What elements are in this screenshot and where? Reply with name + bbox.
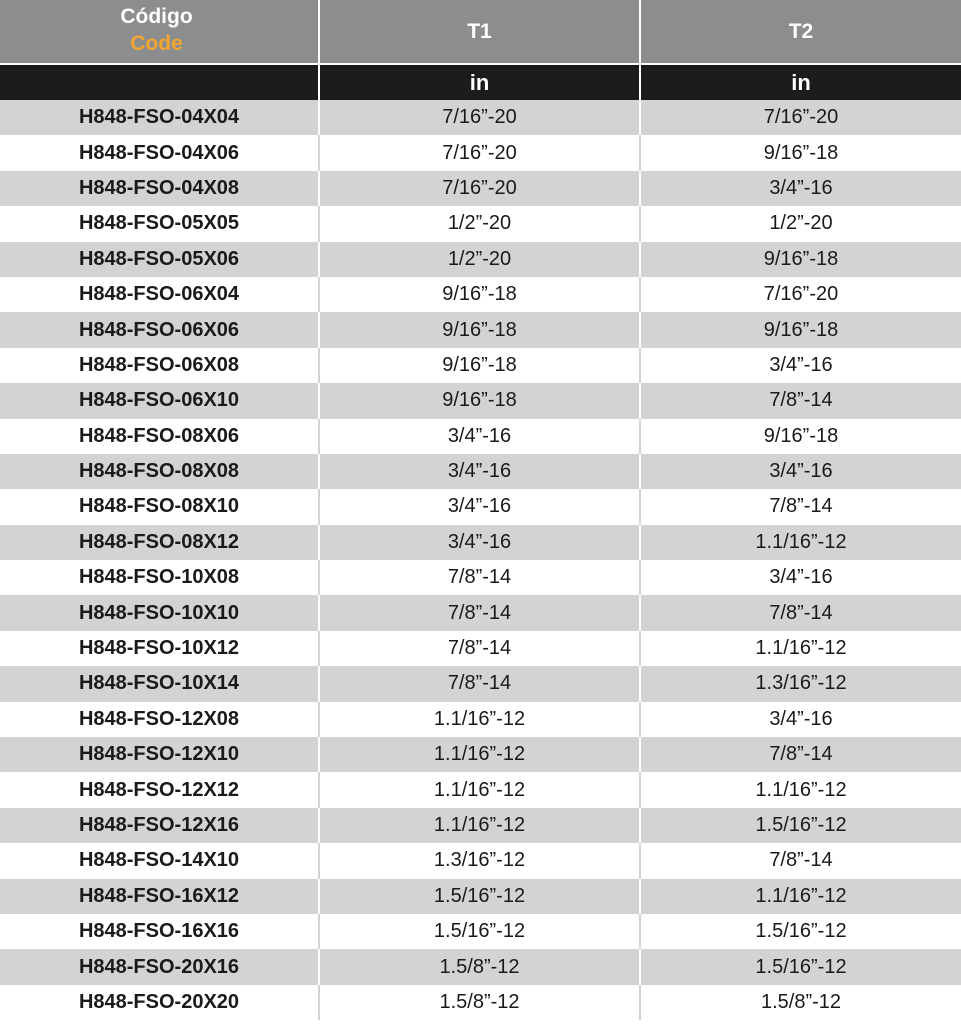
t2-cell: 3/4”-16 — [769, 566, 833, 589]
code-cell: H848-FSO-16X12 — [0, 879, 320, 914]
code-cell: H848-FSO-08X12 — [0, 525, 320, 560]
t2-cell: 9/16”-18 — [763, 141, 839, 164]
t2-cell: 1.1/16”-12 — [755, 530, 847, 553]
code-cell: H848-FSO-08X06 — [0, 419, 320, 454]
t1-cell: 1.1/16”-12 — [320, 808, 641, 843]
code-cell: H848-FSO-12X08 — [0, 702, 320, 737]
table-row — [0, 312, 961, 347]
t2-cell: 7/16”-20 — [763, 283, 839, 306]
t1-cell: 9/16”-18 — [320, 277, 641, 312]
table-row — [0, 100, 961, 135]
code-cell: H848-FSO-12X16 — [0, 808, 320, 843]
t2-cell: 1.5/16”-12 — [755, 814, 847, 836]
t1-cell: 9/16”-18 — [320, 348, 641, 383]
table-row — [0, 772, 961, 807]
t1-cell: 1.5/8”-12 — [320, 949, 641, 984]
table-row — [0, 171, 961, 206]
table-row — [0, 348, 961, 383]
code-cell: H848-FSO-12X12 — [0, 772, 320, 807]
code-cell: H848-FSO-14X10 — [0, 843, 320, 878]
t2-cell: 3/4”-16 — [769, 353, 833, 376]
code-heading — [120, 3, 192, 57]
code-cell: H848-FSO-10X14 — [0, 666, 320, 701]
t2-cell: 1.1/16”-12 — [755, 778, 847, 801]
t2-cell: 7/8”-14 — [769, 743, 833, 766]
table-row — [0, 525, 961, 560]
t1-cell: 7/8”-14 — [320, 595, 641, 630]
t1-cell: 1.5/16”-12 — [320, 879, 641, 914]
table-row — [0, 595, 961, 630]
code-heading-pt: Código — [120, 4, 193, 28]
t1-cell: 7/16”-20 — [320, 171, 641, 206]
units-row — [0, 65, 961, 100]
t2-cell: 9/16”-18 — [763, 424, 839, 447]
table-row — [0, 808, 961, 843]
table-row — [0, 206, 961, 241]
t2-cell: 3/4”-16 — [769, 707, 833, 730]
code-cell: H848-FSO-04X08 — [0, 171, 320, 206]
t2-cell: 3/4”-16 — [769, 176, 833, 199]
table-row — [0, 666, 961, 701]
t1-cell: 7/8”-14 — [320, 666, 641, 701]
t1-cell: 1.5/16”-12 — [320, 914, 641, 949]
table-row — [0, 454, 961, 489]
t1-cell: 3/4”-16 — [320, 489, 641, 524]
table-row — [0, 419, 961, 454]
header-code-cell — [0, 0, 320, 63]
code-heading-en: Code — [130, 31, 183, 55]
code-cell: H848-FSO-06X08 — [0, 348, 320, 383]
code-cell: H848-FSO-08X10 — [0, 489, 320, 524]
header-row — [0, 0, 961, 63]
table-row — [0, 631, 961, 666]
t2-cell: 1.1/16”-12 — [755, 637, 847, 660]
t2-cell: 1.5/8”-12 — [760, 990, 842, 1013]
table-row — [0, 383, 961, 418]
t2-cell: 1.3/16”-12 — [755, 672, 847, 695]
t2-cell: 9/16”-18 — [763, 318, 839, 341]
header-t2-cell: T2 — [788, 19, 814, 43]
t1-cell: 9/16”-18 — [320, 383, 641, 418]
t1-cell: 1.1/16”-12 — [320, 737, 641, 772]
units-code-cell — [0, 65, 320, 100]
table-row — [0, 277, 961, 312]
header-t1-cell: T1 — [320, 0, 641, 63]
table-row — [0, 879, 961, 914]
table-row — [0, 914, 961, 949]
t2-cell: 1.5/16”-12 — [755, 920, 847, 943]
table-row — [0, 489, 961, 524]
code-cell: H848-FSO-06X10 — [0, 383, 320, 418]
t2-cell: 1.5/16”-12 — [755, 955, 847, 978]
units-t2-cell: in — [791, 69, 811, 95]
code-cell: H848-FSO-10X08 — [0, 560, 320, 595]
t1-cell: 7/16”-20 — [320, 100, 641, 135]
t2-cell: 1/2”-20 — [769, 212, 833, 235]
t2-cell: 7/16”-20 — [763, 106, 839, 129]
table-row — [0, 560, 961, 595]
t1-cell: 3/4”-16 — [320, 419, 641, 454]
table-body — [0, 100, 961, 1020]
t2-cell: 7/8”-14 — [769, 495, 833, 518]
t2-cell: 3/4”-16 — [769, 460, 833, 483]
t1-cell: 1/2”-20 — [320, 206, 641, 241]
t1-cell: 1/2”-20 — [320, 242, 641, 277]
table-row — [0, 985, 961, 1020]
t2-cell: 9/16”-18 — [763, 247, 839, 270]
t1-cell: 1.1/16”-12 — [320, 702, 641, 737]
code-cell: H848-FSO-08X08 — [0, 454, 320, 489]
t1-cell: 1.5/8”-12 — [320, 985, 641, 1020]
code-cell: H848-FSO-04X06 — [0, 135, 320, 170]
t1-cell: 7/8”-14 — [320, 631, 641, 666]
t1-cell: 1.1/16”-12 — [320, 772, 641, 807]
code-cell: H848-FSO-20X16 — [0, 949, 320, 984]
code-cell: H848-FSO-10X12 — [0, 631, 320, 666]
t1-cell: 7/8”-14 — [320, 560, 641, 595]
code-cell: H848-FSO-05X05 — [0, 206, 320, 241]
units-t1-cell: in — [320, 65, 641, 100]
t1-cell: 3/4”-16 — [320, 454, 641, 489]
t2-cell: 7/8”-14 — [769, 601, 833, 624]
t2-cell: 7/8”-14 — [769, 849, 833, 872]
t1-cell: 7/16”-20 — [320, 135, 641, 170]
table-row — [0, 737, 961, 772]
code-cell: H848-FSO-16X16 — [0, 914, 320, 949]
code-cell: H848-FSO-06X06 — [0, 312, 320, 347]
table-row — [0, 242, 961, 277]
code-cell: H848-FSO-06X04 — [0, 277, 320, 312]
t2-cell: 7/8”-14 — [769, 389, 833, 412]
t1-cell: 3/4”-16 — [320, 525, 641, 560]
t1-cell: 9/16”-18 — [320, 312, 641, 347]
t2-cell: 1.1/16”-12 — [755, 884, 847, 907]
code-cell: H848-FSO-04X04 — [0, 100, 320, 135]
code-cell: H848-FSO-12X10 — [0, 737, 320, 772]
table-row — [0, 843, 961, 878]
table-row — [0, 949, 961, 984]
code-cell: H848-FSO-10X10 — [0, 595, 320, 630]
table-row — [0, 135, 961, 170]
table-row — [0, 702, 961, 737]
code-cell: H848-FSO-20X20 — [0, 985, 320, 1020]
code-cell: H848-FSO-05X06 — [0, 242, 320, 277]
t1-cell: 1.3/16”-12 — [320, 843, 641, 878]
